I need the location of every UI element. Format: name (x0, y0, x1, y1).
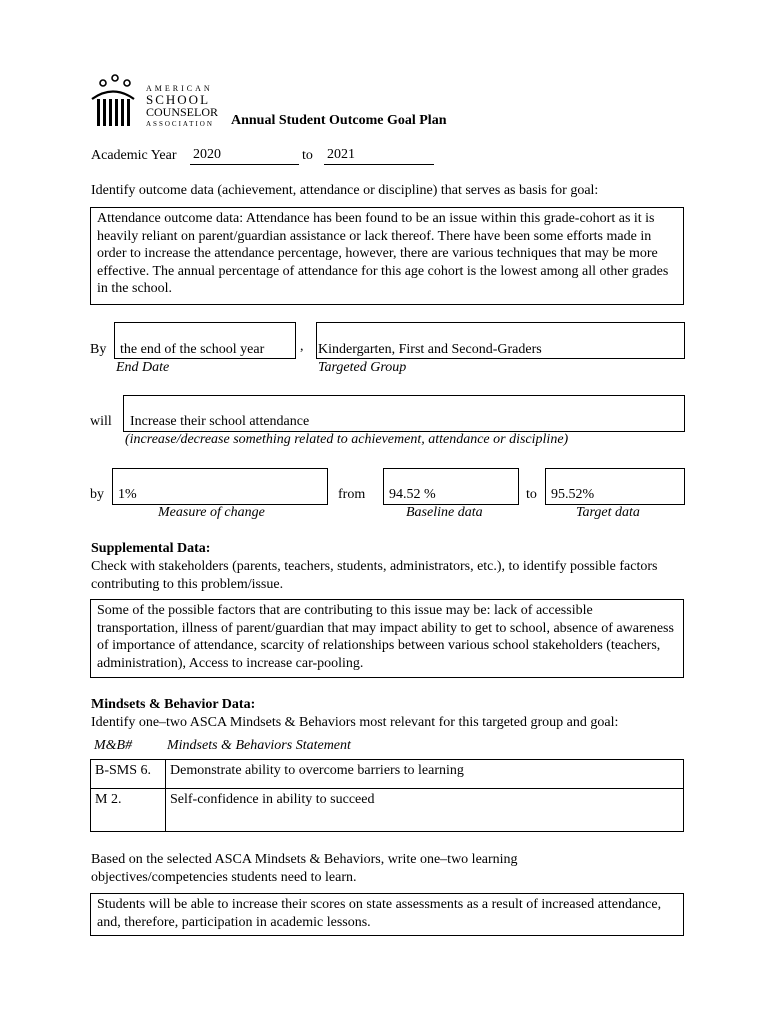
targeted-group-value: Kindergarten, First and Second-Graders (318, 342, 542, 357)
end-date-caption: End Date (116, 360, 170, 375)
asca-logo (90, 72, 230, 130)
by-label: By (90, 342, 107, 357)
mb-col-statement-header: Mindsets & Behaviors Statement (167, 738, 351, 753)
logo-line-school: SCHOOL (146, 92, 211, 107)
mb-statement-cell: Self-confidence in ability to succeed (166, 789, 684, 832)
academic-year-to-label: to (302, 148, 313, 163)
mindsets-heading: Mindsets & Behavior Data: (91, 697, 256, 712)
mb-code-cell: B-SMS 6. (91, 760, 166, 789)
comma: , (300, 339, 304, 354)
measure-caption: Measure of change (158, 505, 265, 520)
mindsets-prompt: Identify one–two ASCA Mindsets & Behaviors most relevant for this targeted group and goal: (91, 715, 619, 730)
to-label: to (526, 487, 537, 502)
mb-statement-cell: Demonstrate ability to overcome barriers to learning (166, 760, 684, 789)
measure-box (112, 468, 328, 505)
logo-line-association: ASSOCIATION (146, 120, 214, 128)
logo-line-american: AMERICAN (146, 84, 213, 93)
academic-year-label: Academic Year (91, 148, 177, 163)
target-caption: Target data (576, 505, 640, 520)
end-date-value: the end of the school year (120, 342, 265, 357)
supplemental-prompt: Check with stakeholders (parents, teachers, students, administrators, etc.), to identify possible factors contributing to this problem/issue. (91, 559, 658, 592)
academic-year-start: 2020 (193, 147, 221, 162)
asca-logo-mark (90, 72, 136, 130)
academic-year-end: 2021 (327, 147, 355, 162)
logo-line-counselor: COUNSELOR (146, 105, 219, 119)
target-value: 95.52% (551, 487, 595, 502)
outcome-data-box: Attendance outcome data: Attendance has been found to be an issue within this grade-cohort as it is heavily reliant on parent/guardian assistance or lack thereof. There have been some efforts made in order to increase the attendance percentage, however, there are various techniques that may be more effective. The annual percentage of attendance for this age cohort is the lowest among all other grades in the school. (90, 207, 684, 305)
mb-col-code-header: M&B# (94, 738, 133, 753)
page-title: Annual Student Outcome Goal Plan (231, 113, 447, 128)
from-label: from (338, 487, 366, 502)
academic-year-start-underline (190, 164, 299, 165)
by2-label: by (90, 487, 104, 502)
will-label: will (90, 414, 112, 429)
mindsets-table (90, 759, 684, 832)
baseline-value: 94.52 % (389, 487, 436, 502)
measure-value: 1% (118, 487, 137, 502)
supplemental-heading: Supplemental Data: (91, 541, 211, 556)
mb-code-cell: M 2. (91, 789, 166, 832)
action-value: Increase their school attendance (130, 414, 310, 429)
outcome-prompt: Identify outcome data (achievement, attendance or discipline) that serves as basis for goal: (91, 183, 599, 198)
table-row (91, 789, 684, 832)
targeted-group-caption: Targeted Group (318, 360, 407, 375)
supplemental-box: Some of the possible factors that are contributing to this issue may be: lack of accessible transportation, illness of parent/guardian that may impact ability to get to school, absence of awareness of importance of attendance, scarcity of relationships between various school stakeholders (teachers, administration), Access to increase car-pooling. (90, 599, 684, 678)
action-caption: (increase/decrease something related to achievement, attendance or discipline) (125, 432, 569, 447)
academic-year-end-underline (324, 164, 434, 165)
baseline-caption: Baseline data (406, 505, 483, 520)
objectives-box: Students will be able to increase their scores on state assessments as a result of increased attendance, and, therefore, participation in academic lessons. (90, 893, 684, 936)
table-row (91, 760, 684, 789)
objectives-prompt: Based on the selected ASCA Mindsets & Behaviors, write one–two learning objectives/competencies students need to learn. (91, 852, 518, 885)
